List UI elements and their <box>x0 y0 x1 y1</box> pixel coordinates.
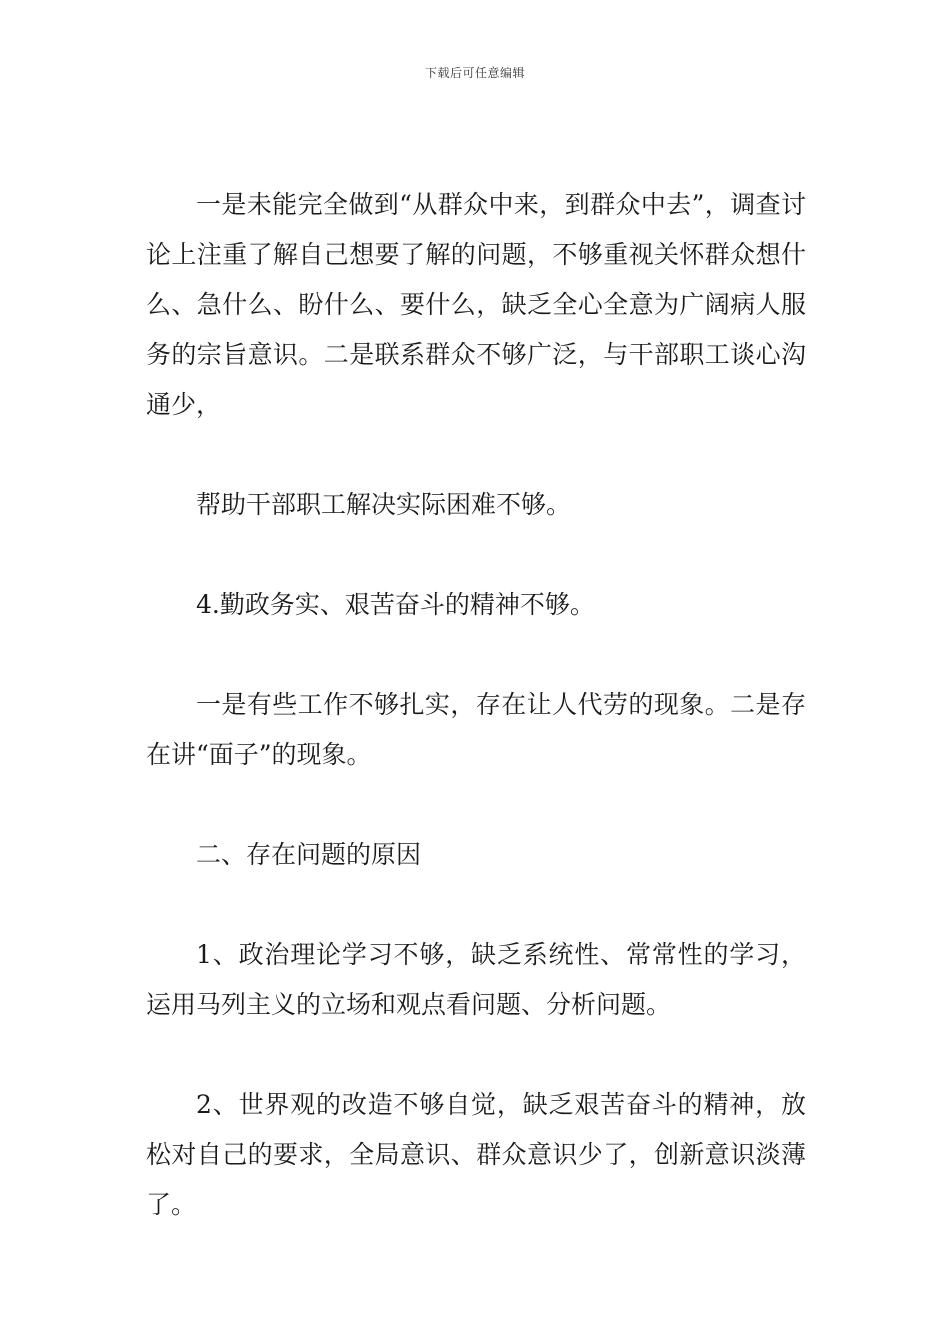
paragraph-work-not-solid: 一是有些工作不够扎实，存在让人代劳的现象。二是存在讲“面子”的现象。 <box>146 690 806 769</box>
document-body <box>146 180 806 1230</box>
section-heading-causes: 二、存在问题的原因 <box>196 840 422 869</box>
paragraph-contact-masses: 一是未能完全做到“从群众中来，到群众中去”，调查讨论上注重了解自己想要了解的问题，不够重视关怀群众想什么、急什么、盼什么、要什么，缺乏全心全意为广阔病人服务的宗旨意识。二是联系群众不够广泛，与干部职工谈心沟通少， <box>146 190 806 419</box>
paragraph-cause-2: 2、世界观的改造不够自觉，缺乏艰苦奋斗的精神，放松对自己的要求，全局意识、群众意识少了，创新意识淡薄了。 <box>146 1090 806 1219</box>
paragraph-help-staff: 帮助干部职工解决实际困难不够。 <box>196 490 572 519</box>
page-header-note: 下载后可任意编辑 <box>424 66 525 80</box>
paragraph-heading-diligence: 4.勤政务实、艰苦奋斗的精神不够。 <box>196 590 595 619</box>
paragraph-cause-1: 1、政治理论学习不够，缺乏系统性、常常性的学习，运用马列主义的立场和观点看问题、分析问题。 <box>146 940 806 1019</box>
